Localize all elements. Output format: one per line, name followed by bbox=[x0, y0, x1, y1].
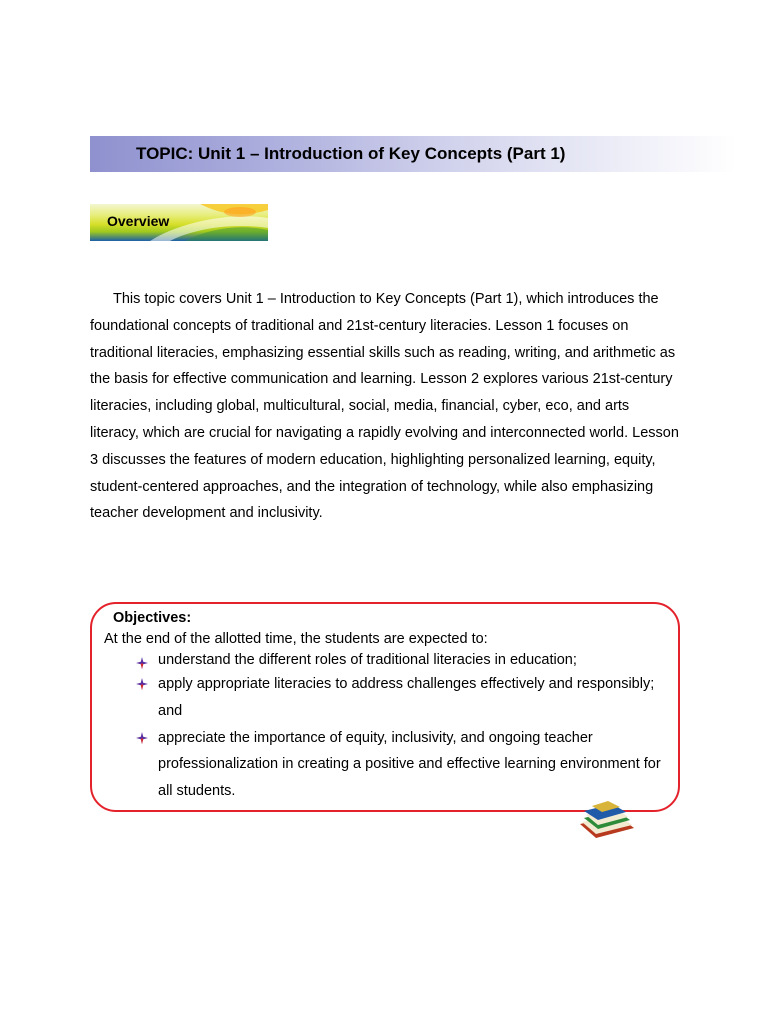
objectives-intro: At the end of the allotted time, the students are expected to: bbox=[104, 631, 488, 647]
objective-text: apply appropriate literacies to address challenges effectively and responsibly; and bbox=[158, 676, 655, 719]
topic-banner bbox=[90, 136, 736, 172]
list-item bbox=[132, 725, 672, 805]
overview-badge bbox=[90, 204, 268, 241]
four-pointed-star-bullet-icon bbox=[136, 732, 148, 744]
list-item bbox=[132, 671, 672, 725]
overview-label: Overview bbox=[107, 213, 170, 229]
objectives-list bbox=[132, 650, 672, 805]
objective-text: understand the different roles of traditional literacies in education; bbox=[158, 652, 577, 668]
objective-text: appreciate the importance of equity, inclusivity, and ongoing teacher professionalization in creating a positive and effective learning environment for all students. bbox=[158, 729, 661, 800]
objectives-title: Objectives: bbox=[113, 610, 192, 626]
overview-paragraph: This topic covers Unit 1 – Introduction to Key Concepts (Part 1), which introduces the foundational concepts of traditional and 21st-century literacies. Lesson 1 focuses on traditional literacies, emphasizing essential skills such as reading, writing, and arithmetic as the basis for effective communication and learning. Lesson 2 explores various 21st-century literacies, including global, multicultural, social, media, financial, cyber, eco, and arts literacy, which are crucial for navigating a rapidly evolving and interconnected world. Lesson 3 discusses the features of modern education, highlighting personalized learning, equity, student-centered approaches, and the integration of technology, while also emphasizing teacher development and inclusivity. bbox=[90, 291, 679, 522]
list-item bbox=[132, 650, 672, 671]
objectives-box bbox=[90, 602, 680, 812]
stack-of-books-icon bbox=[578, 800, 636, 840]
topic-title: TOPIC: Unit 1 – Introduction of Key Concepts (Part 1) bbox=[136, 144, 566, 163]
four-pointed-star-bullet-icon bbox=[136, 678, 148, 690]
four-pointed-star-bullet-icon bbox=[136, 657, 148, 669]
